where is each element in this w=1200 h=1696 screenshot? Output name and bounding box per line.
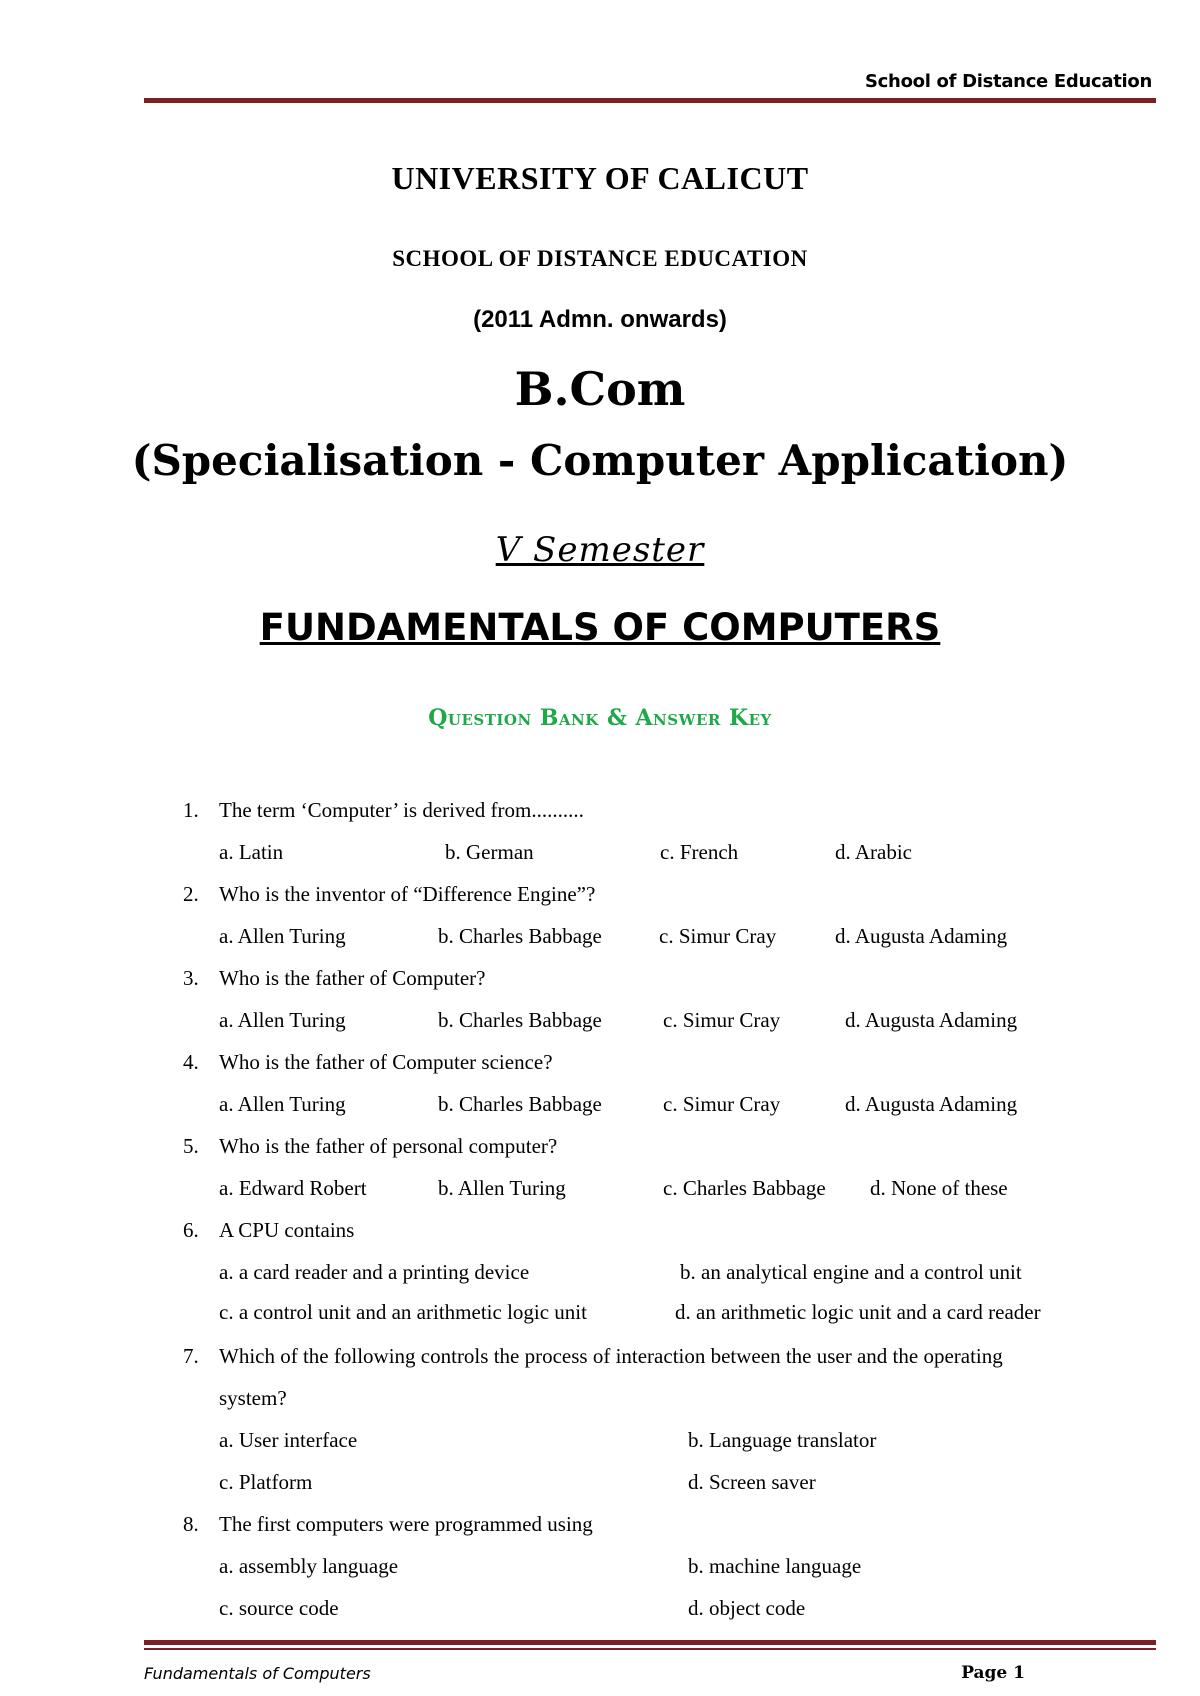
- option: d. object code: [688, 1596, 806, 1620]
- question-number: 2.: [183, 882, 199, 906]
- option: c. Platform: [219, 1470, 313, 1494]
- option: b. German: [445, 840, 534, 864]
- option: d. Screen saver: [688, 1470, 816, 1494]
- footer-rule: [144, 1640, 1156, 1645]
- question-text-continued: system?: [219, 1386, 287, 1410]
- option: c. Charles Babbage: [663, 1176, 826, 1200]
- option: d. Arabic: [835, 840, 912, 864]
- option: d. Augusta Adaming: [845, 1092, 1018, 1116]
- school-title: SCHOOL OF DISTANCE EDUCATION: [392, 246, 808, 271]
- semester-title: V Semester: [495, 530, 705, 570]
- header-text: School of Distance Education: [865, 71, 1152, 92]
- subtitle: Question Bank & Answer Key: [428, 705, 772, 731]
- option: c. a control unit and an arithmetic logic unit: [219, 1300, 587, 1324]
- option: b. Allen Turing: [438, 1176, 566, 1200]
- option: c. Simur Cray: [663, 1092, 781, 1116]
- question-text: The term ‘Computer’ is derived from..........: [219, 798, 584, 822]
- page-number: Page 1: [961, 1663, 1025, 1683]
- option: d. Augusta Adaming: [845, 1008, 1018, 1032]
- question-text: Which of the following controls the process of interaction between the user and the operating: [219, 1344, 1003, 1368]
- option: b. an analytical engine and a control unit: [680, 1260, 1022, 1284]
- option: c. Simur Cray: [663, 1008, 781, 1032]
- question-text: Who is the inventor of “Difference Engine”?: [219, 882, 596, 906]
- option: a. assembly language: [219, 1554, 399, 1578]
- footer-rule-thin: [144, 1648, 1156, 1650]
- specialisation-title: (Specialisation - Computer Application): [131, 436, 1069, 485]
- option: b. Charles Babbage: [438, 1008, 602, 1032]
- question-number: 7.: [183, 1344, 199, 1368]
- option: a. Allen Turing: [219, 924, 346, 948]
- option: c. French: [660, 840, 739, 864]
- option: d. Augusta Adaming: [835, 924, 1008, 948]
- question-number: 4.: [183, 1050, 199, 1074]
- option: c. source code: [219, 1596, 339, 1620]
- question-text: Who is the father of Computer science?: [219, 1050, 553, 1074]
- question-text: The first computers were programmed using: [219, 1512, 593, 1536]
- degree-title: B.Com: [514, 362, 686, 416]
- question-number: 3.: [183, 966, 199, 990]
- option: a. Allen Turing: [219, 1092, 346, 1116]
- option: a. Allen Turing: [219, 1008, 346, 1032]
- option: d. None of these: [870, 1176, 1008, 1200]
- option: b. Charles Babbage: [438, 924, 602, 948]
- option: c. Simur Cray: [659, 924, 777, 948]
- option: b. Charles Babbage: [438, 1092, 602, 1116]
- option: b. machine language: [688, 1554, 862, 1578]
- option: a. Edward Robert: [219, 1176, 367, 1200]
- footer-title: Fundamentals of Computers: [144, 1664, 371, 1683]
- option: d. an arithmetic logic unit and a card reader: [675, 1300, 1041, 1324]
- option: a. User interface: [219, 1428, 358, 1452]
- option: a. a card reader and a printing device: [219, 1260, 530, 1284]
- question-number: 5.: [183, 1134, 199, 1158]
- question-number: 6.: [183, 1218, 199, 1242]
- header-rule: [144, 98, 1156, 103]
- university-title: UNIVERSITY OF CALICUT: [391, 160, 809, 196]
- question-number: 8.: [183, 1512, 199, 1536]
- option: b. Language translator: [688, 1428, 877, 1452]
- subject-title: FUNDAMENTALS OF COMPUTERS: [259, 606, 941, 649]
- option: a. Latin: [219, 840, 284, 864]
- question-text: A CPU contains: [219, 1218, 355, 1242]
- question-number: 1.: [183, 798, 199, 822]
- admission-note: (2011 Admn. onwards): [473, 306, 727, 333]
- question-text: Who is the father of Computer?: [219, 966, 486, 990]
- question-text: Who is the father of personal computer?: [219, 1134, 558, 1158]
